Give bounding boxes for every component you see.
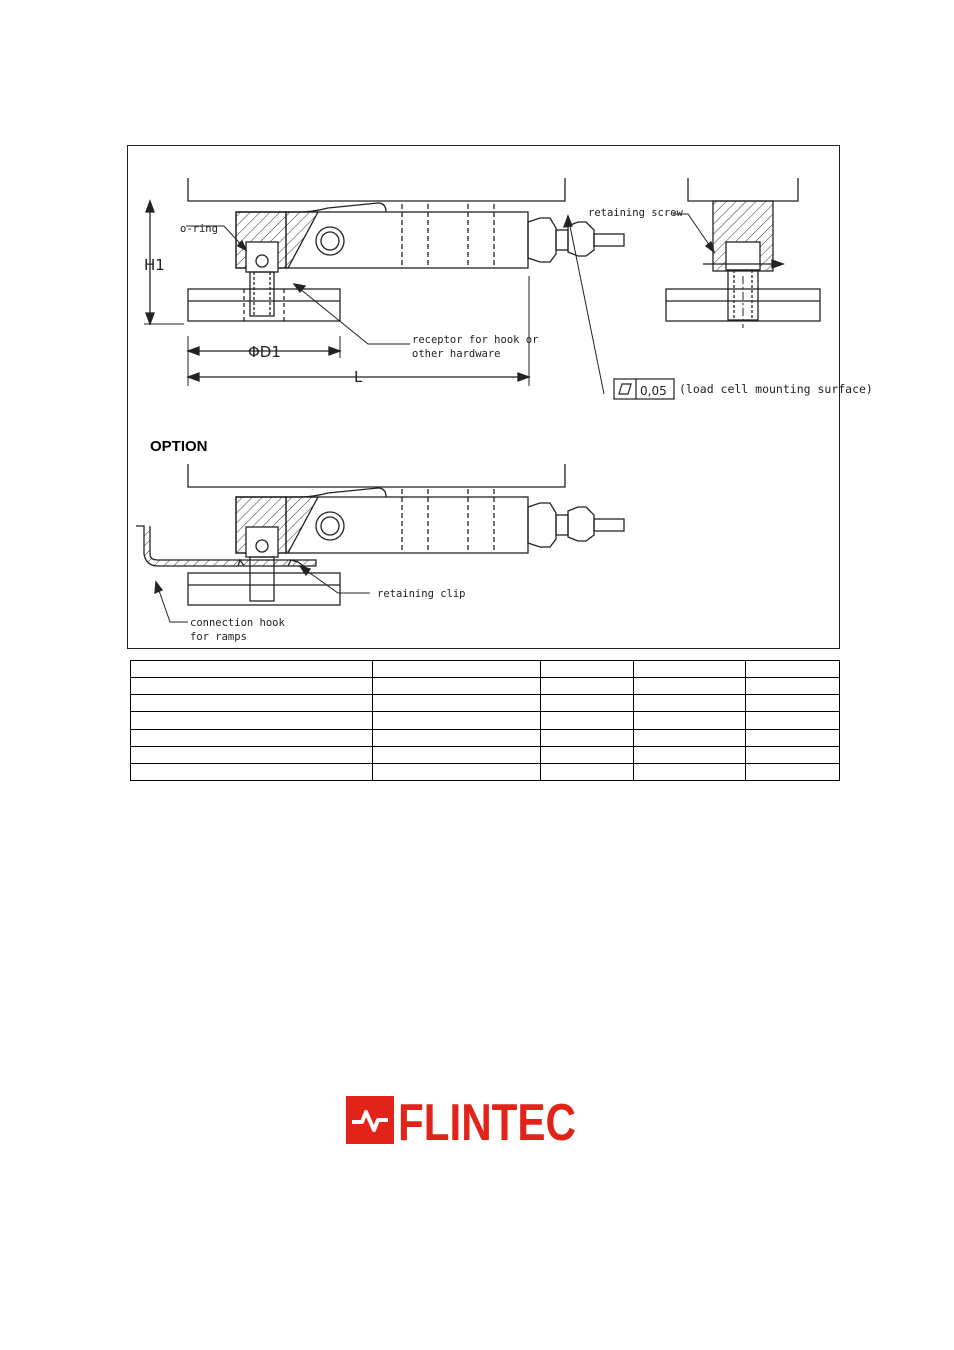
main-view (144, 178, 624, 394)
flatness-value: 0,05 (640, 384, 667, 398)
table-cell (746, 695, 840, 712)
logo-wordmark: FLINTEC (398, 1094, 576, 1152)
table-row (131, 729, 840, 746)
table-cell (634, 678, 746, 695)
o-ring-label: o-ring (180, 223, 218, 235)
table-cell (746, 661, 840, 678)
table-cell (746, 763, 840, 780)
table-cell (541, 661, 634, 678)
table-row (131, 712, 840, 729)
table-cell (634, 729, 746, 746)
table-cell (746, 678, 840, 695)
table-cell (373, 695, 541, 712)
table-row (131, 661, 840, 678)
table-cell (746, 729, 840, 746)
table-cell (634, 763, 746, 780)
table-cell (541, 695, 634, 712)
table-cell (131, 712, 373, 729)
receptor-label-line1: receptor for hook or (412, 334, 539, 346)
table-cell (131, 695, 373, 712)
table-cell (131, 729, 373, 746)
flatness-note: (load cell mounting surface) (679, 382, 873, 396)
table-row (131, 763, 840, 780)
side-view (666, 178, 820, 328)
technical-drawing (127, 145, 873, 649)
flintec-logo (346, 1094, 578, 1152)
table-cell (131, 661, 373, 678)
retaining-screw-label: retaining screw (588, 207, 683, 219)
table-cell (373, 763, 541, 780)
table-row (131, 695, 840, 712)
table-row (131, 746, 840, 763)
connection-hook-label-line1: connection hook (190, 617, 285, 629)
table-cell (131, 763, 373, 780)
table-cell (634, 712, 746, 729)
receptor-label-line2: other hardware (412, 348, 501, 360)
table-cell (373, 712, 541, 729)
table-cell (634, 746, 746, 763)
spec-table (130, 660, 840, 781)
table-cell (541, 763, 634, 780)
table-cell (373, 678, 541, 695)
table-cell (541, 678, 634, 695)
table-cell (373, 729, 541, 746)
table-row (131, 678, 840, 695)
table-cell (373, 661, 541, 678)
table-cell (541, 746, 634, 763)
d1-dimension-label: ΦD1 (248, 343, 281, 361)
table-cell (373, 746, 541, 763)
table-cell (746, 712, 840, 729)
table-cell (541, 729, 634, 746)
table-cell (746, 746, 840, 763)
table-cell (131, 678, 373, 695)
connection-hook-label-line2: for ramps (190, 631, 247, 643)
spec-table-body (131, 661, 840, 781)
option-title: OPTION (150, 438, 208, 455)
l-dimension-label: L (354, 368, 363, 386)
table-cell (541, 712, 634, 729)
h1-dimension-label: H1 (144, 256, 165, 274)
table-cell (131, 746, 373, 763)
load-cell-drawing (128, 146, 873, 650)
table-cell (634, 695, 746, 712)
retaining-clip-label: retaining clip (377, 588, 466, 600)
table-cell (634, 661, 746, 678)
